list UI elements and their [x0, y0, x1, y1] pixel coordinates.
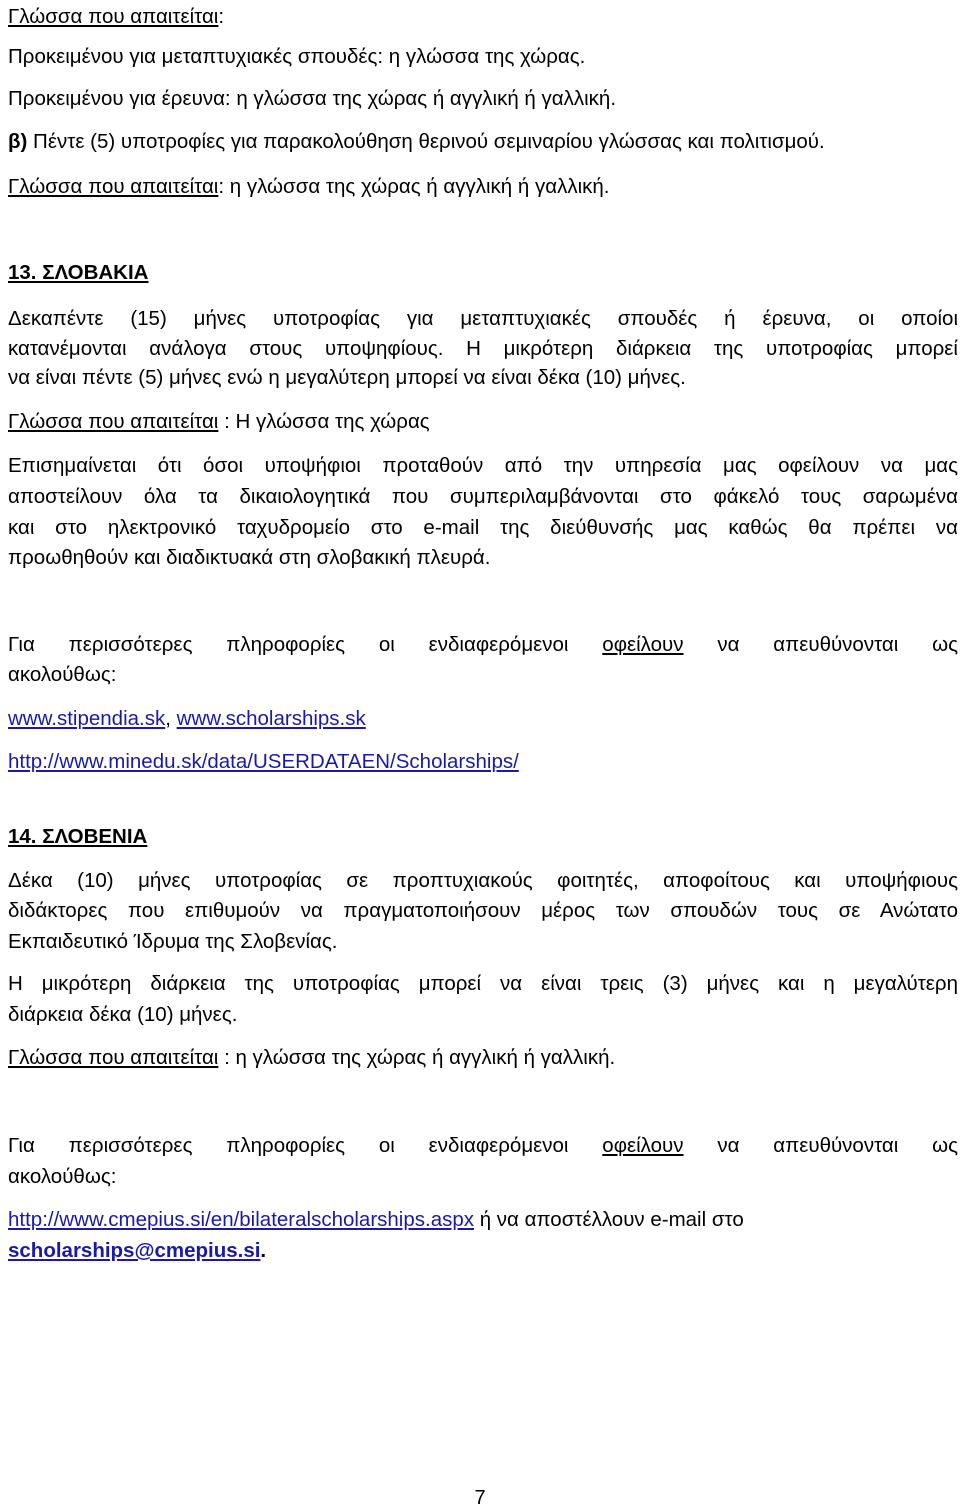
cmepius-link[interactable]: http://www.cmepius.si/en/bilateralscholarships.aspx [8, 1208, 475, 1231]
slovakia-para1-line: Δεκαπέντε (15) μήνες υποτροφίας για μεταπτυχιακές σπουδές ή έρευνα, οι οποίοι [8, 307, 958, 330]
slovenia-info-line [8, 1133, 958, 1159]
slovenia-para2-line: Η μικρότερη διάρκεια της υποτροφίας μπορεί να είναι τρεις (3) μήνες και η μεγαλύτερη [8, 972, 958, 995]
item-marker: β) [8, 130, 28, 153]
slovenia-para1-line: διδάκτορες που επιθυμούν να πραγματοποιήσουν μέρος των σπουδών τους σε Ανώτατο [8, 899, 958, 922]
slovakia-para2-line: αποστείλουν όλα τα δικαιολογητικά που συμπεριλαμβάνονται στο φάκελό τους σαρωμένα [8, 485, 958, 508]
slovenia-email-line [8, 1238, 266, 1264]
info-text: να απευθύνονται ως [717, 633, 958, 656]
summer-seminar-line [8, 129, 825, 155]
language-required-line [8, 4, 224, 30]
minedu-link[interactable]: http://www.minedu.sk/data/USERDATAEN/Scholarships/ [8, 750, 519, 773]
language-required-label: Γλώσσα που απαιτείται [8, 5, 219, 28]
slovakia-language-line [8, 409, 430, 435]
link-separator: , [165, 707, 177, 730]
slovakia-info-line2: ακολούθως: [8, 663, 117, 686]
email-period: . [260, 1239, 267, 1262]
slovenia-para1-line: Δέκα (10) μήνες υποτροφίας σε προπτυχιακούς φοιτητές, αποφοίτους και υποψήφιους [8, 869, 958, 892]
seminar-language-value: : η γλώσσα της χώρας ή αγγλική ή γαλλική. [218, 175, 610, 198]
slovakia-para2-line: Επισημαίνεται ότι όσοι υποψήφιοι προταθούν από την υπηρεσία μας οφείλουν να μας [8, 454, 958, 477]
scholarships-sk-link[interactable]: www.scholarships.sk [176, 707, 366, 730]
section-heading-slovenia: 14. ΣΛΟΒΕΝΙΑ [8, 825, 148, 848]
info-text: να απευθύνονται ως [717, 1134, 958, 1157]
cmepius-email-link[interactable]: scholarships@cmepius.si [8, 1239, 261, 1262]
slovenia-para1-line: Εκπαιδευτικό Ίδρυμα της Σλοβενίας. [8, 930, 338, 953]
slovakia-info-line [8, 632, 958, 658]
slovakia-minedu-line [8, 749, 519, 775]
slovakia-language-value: : Η γλώσσα της χώρας [218, 410, 430, 433]
summer-seminar-text: Πέντε (5) υποτροφίες για παρακολούθηση θερινού σεμιναρίου γλώσσας και πολιτισμού. [27, 130, 825, 153]
info-must-underlined: οφείλουν [602, 1134, 684, 1157]
research-language-line: Προκειμένου για έρευνα: η γλώσσα της χώρας ή αγγλική ή γαλλική. [8, 87, 617, 110]
section-heading-slovakia: 13. ΣΛΟΒΑΚΙΑ [8, 261, 149, 284]
slovenia-info-line2: ακολούθως: [8, 1165, 117, 1188]
language-required-label: Γλώσσα που απαιτείται [8, 1046, 219, 1069]
language-required-label: Γλώσσα που απαιτείται [8, 175, 219, 198]
slovakia-para2-line: και στο ηλεκτρονικό ταχυδρομείο στο e-mail της διεύθυνσής μας καθώς θα πρέπει να [8, 516, 958, 539]
info-must-underlined: οφείλουν [602, 633, 684, 656]
seminar-language-line [8, 174, 610, 200]
slovenia-link-line [8, 1207, 744, 1233]
link-after-text: ή να αποστέλλουν e-mail στο [474, 1208, 744, 1231]
page-number: 7 [474, 1487, 486, 1509]
slovakia-para1-line: κατανέμονται ανάλογα στους υποψηφίους. Η μικρότερη διάρκεια της υποτροφίας μπορεί [8, 337, 958, 360]
slovenia-language-value: : η γλώσσα της χώρας ή αγγλική ή γαλλική. [218, 1046, 616, 1069]
postgrad-language-line: Προκειμένου για μεταπτυχιακές σπουδές: η γλώσσα της χώρας. [8, 45, 586, 68]
language-required-label: Γλώσσα που απαιτείται [8, 410, 219, 433]
colon: : [218, 5, 225, 28]
slovenia-language-line [8, 1045, 615, 1071]
slovenia-para2-line: διάρκεια δέκα (10) μήνες. [8, 1003, 238, 1026]
slovakia-links-line [8, 706, 366, 732]
info-text: Για περισσότερες πληροφορίες οι ενδιαφερόμενοι [8, 1134, 569, 1157]
slovakia-para1-line: να είναι πέντε (5) μήνες ενώ η μεγαλύτερη μπορεί να είναι δέκα (10) μήνες. [8, 366, 686, 389]
info-text: Για περισσότερες πληροφορίες οι ενδιαφερόμενοι [8, 633, 569, 656]
stipendia-link[interactable]: www.stipendia.sk [8, 707, 166, 730]
slovakia-para2-line: προωθηθούν και διαδικτυακά στη σλοβακική πλευρά. [8, 546, 491, 569]
